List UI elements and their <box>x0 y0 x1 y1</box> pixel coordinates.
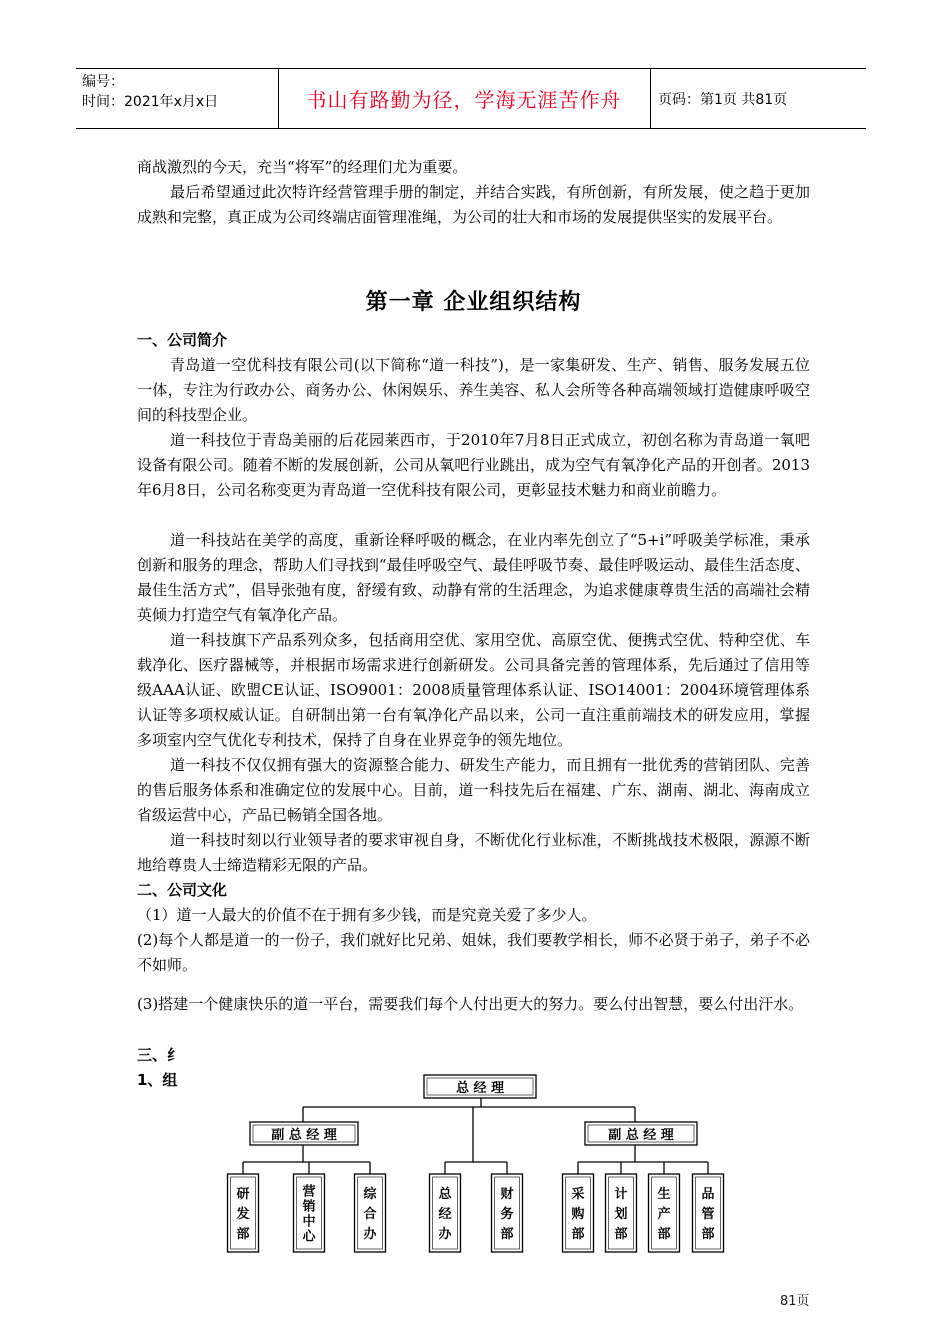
department-box <box>492 1174 523 1252</box>
paragraph: 道一科技站在美学的高度，重新诠释呼吸的概念，在业内率先创立了“5+i”呼吸美学标准，秉承创新和服务的理念，帮助人们寻找到“最佳呼吸空气、最佳呼吸节奏、最佳呼吸运动、最佳生活态度、最佳生活方式”，倡导张弛有度，舒缓有致、动静有常的生活理念，为追求健康尊贵生活的高端社会精英倾力打造空气有氧净化产品。 <box>137 531 810 624</box>
department-label: 财务部 <box>500 1187 514 1242</box>
number-label: 编号： <box>82 74 124 90</box>
time-label: 时间：2021年x月x日 <box>82 94 219 110</box>
subsection-heading: 1、组 <box>137 1071 178 1089</box>
general-manager-label: 总 经 理 <box>455 1081 505 1096</box>
section-heading: 三、纟 <box>137 1046 183 1064</box>
paragraph: 道一科技时刻以行业领导者的要求审视自身，不断优化行业标准，不断挑战技术极限，源源不断地给尊贵人士缔造精彩无限的产品。 <box>137 831 810 874</box>
header-meta <box>82 72 218 112</box>
header-motto: 书山有路勤为径，学海无涯苦作舟 <box>306 88 622 112</box>
chapter-title: 第一章 企业组织结构 <box>365 290 582 315</box>
department-box <box>649 1174 680 1252</box>
culture-item: （1）道一人最大的价值不在于拥有多少钱，而是究竟关爱了多少人。 <box>137 906 597 924</box>
paragraph: 青岛道一空优科技有限公司(以下简称“道一科技”)，是一家集研发、生产、销售、服务发展五位一体，专注为行政办公、商务办公、休闲娱乐、养生美容、私人会所等各种高端领域打造健康呼吸空间的科技型企业。 <box>137 356 810 424</box>
department-label: 计划部 <box>614 1187 628 1242</box>
org-chart <box>225 1072 725 1262</box>
vp-left-label: 副 总 经 理 <box>271 1128 337 1143</box>
department-box <box>693 1174 724 1252</box>
culture-item: (2)每个人都是道一的一份子，我们就好比兄弟、姐妹，我们要教学相长，师不必贤于弟子，弟子不必不如师。 <box>137 931 810 974</box>
department-label: 采购部 <box>571 1187 585 1242</box>
vp-left-box <box>250 1122 358 1145</box>
paragraph: 道一科技位于青岛美丽的后花园莱西市，于2010年7月8日正式成立，初创名称为青岛道一氧吧设备有限公司。随着不断的发展创新，公司从氧吧行业跳出，成为空气有氧净化产品的开创者。2013年6月8日，公司名称变更为青岛道一空优科技有限公司，更彰显技术魅力和商业前瞻力。 <box>137 431 810 499</box>
department-box <box>430 1174 461 1252</box>
department-label: 生产部 <box>657 1187 671 1242</box>
department-box <box>563 1174 594 1252</box>
general-manager-box <box>424 1075 536 1098</box>
paragraph: 商战激烈的今天，充当“将军”的经理们尤为重要。 <box>137 158 468 176</box>
department-label: 综合办 <box>363 1187 377 1242</box>
paragraph: 道一科技不仅仅拥有强大的资源整合能力、研发生产能力，而且拥有一批优秀的营销团队、完善的售后服务体系和准确定位的发展中心。目前，道一科技先后在福建、广东、湖南、湖北、海南成立省级运营中心，产品已畅销全国各地。 <box>137 756 810 824</box>
header-page-info: 页码：第1页 共81页 <box>658 91 788 108</box>
culture-item: (3)搭建一个健康快乐的道一平台，需要我们每个人付出更大的努力。要么付出智慧，要么付出汗水。 <box>137 995 804 1013</box>
department-box <box>294 1174 325 1252</box>
department-boxes <box>228 1174 724 1252</box>
department-label: 研发部 <box>236 1187 250 1242</box>
page-header <box>76 68 866 129</box>
page-footer: 81页 <box>780 1294 810 1309</box>
department-label: 营销中心 <box>302 1184 316 1245</box>
department-box <box>355 1174 386 1252</box>
department-label: 总经办 <box>438 1187 452 1242</box>
department-label: 品管部 <box>701 1187 715 1242</box>
department-box <box>228 1174 259 1252</box>
paragraph: 最后希望通过此次特许经营管理手册的制定，并结合实践，有所创新，有所发展，使之趋于更加成熟和完整，真正成为公司终端店面管理准绳，为公司的壮大和市场的发展提供坚实的发展平台。 <box>137 183 810 226</box>
vp-right-label: 副 总 经 理 <box>608 1128 674 1143</box>
department-box <box>606 1174 637 1252</box>
header-divider <box>650 68 651 129</box>
vp-right-box <box>585 1122 697 1145</box>
paragraph: 道一科技旗下产品系列众多，包括商用空优、家用空优、高原空优、便携式空优、特种空优、车载净化、医疗器械等，并根据市场需求进行创新研发。公司具备完善的管理体系，先后通过了信用等级AAA认证、欧盟CE认证、ISO9001：2008质量管理体系认证、ISO14001：2004环境管理体系认证等多项权威认证。自研制出第一台有氧净化产品以来，公司一直注重前端技术的研发应用，掌握多项室内空气优化专利技术，保持了自身在业界竞争的领先地位。 <box>137 631 810 749</box>
section-heading: 二、公司文化 <box>137 881 228 899</box>
section-heading: 一、公司简介 <box>137 331 228 349</box>
